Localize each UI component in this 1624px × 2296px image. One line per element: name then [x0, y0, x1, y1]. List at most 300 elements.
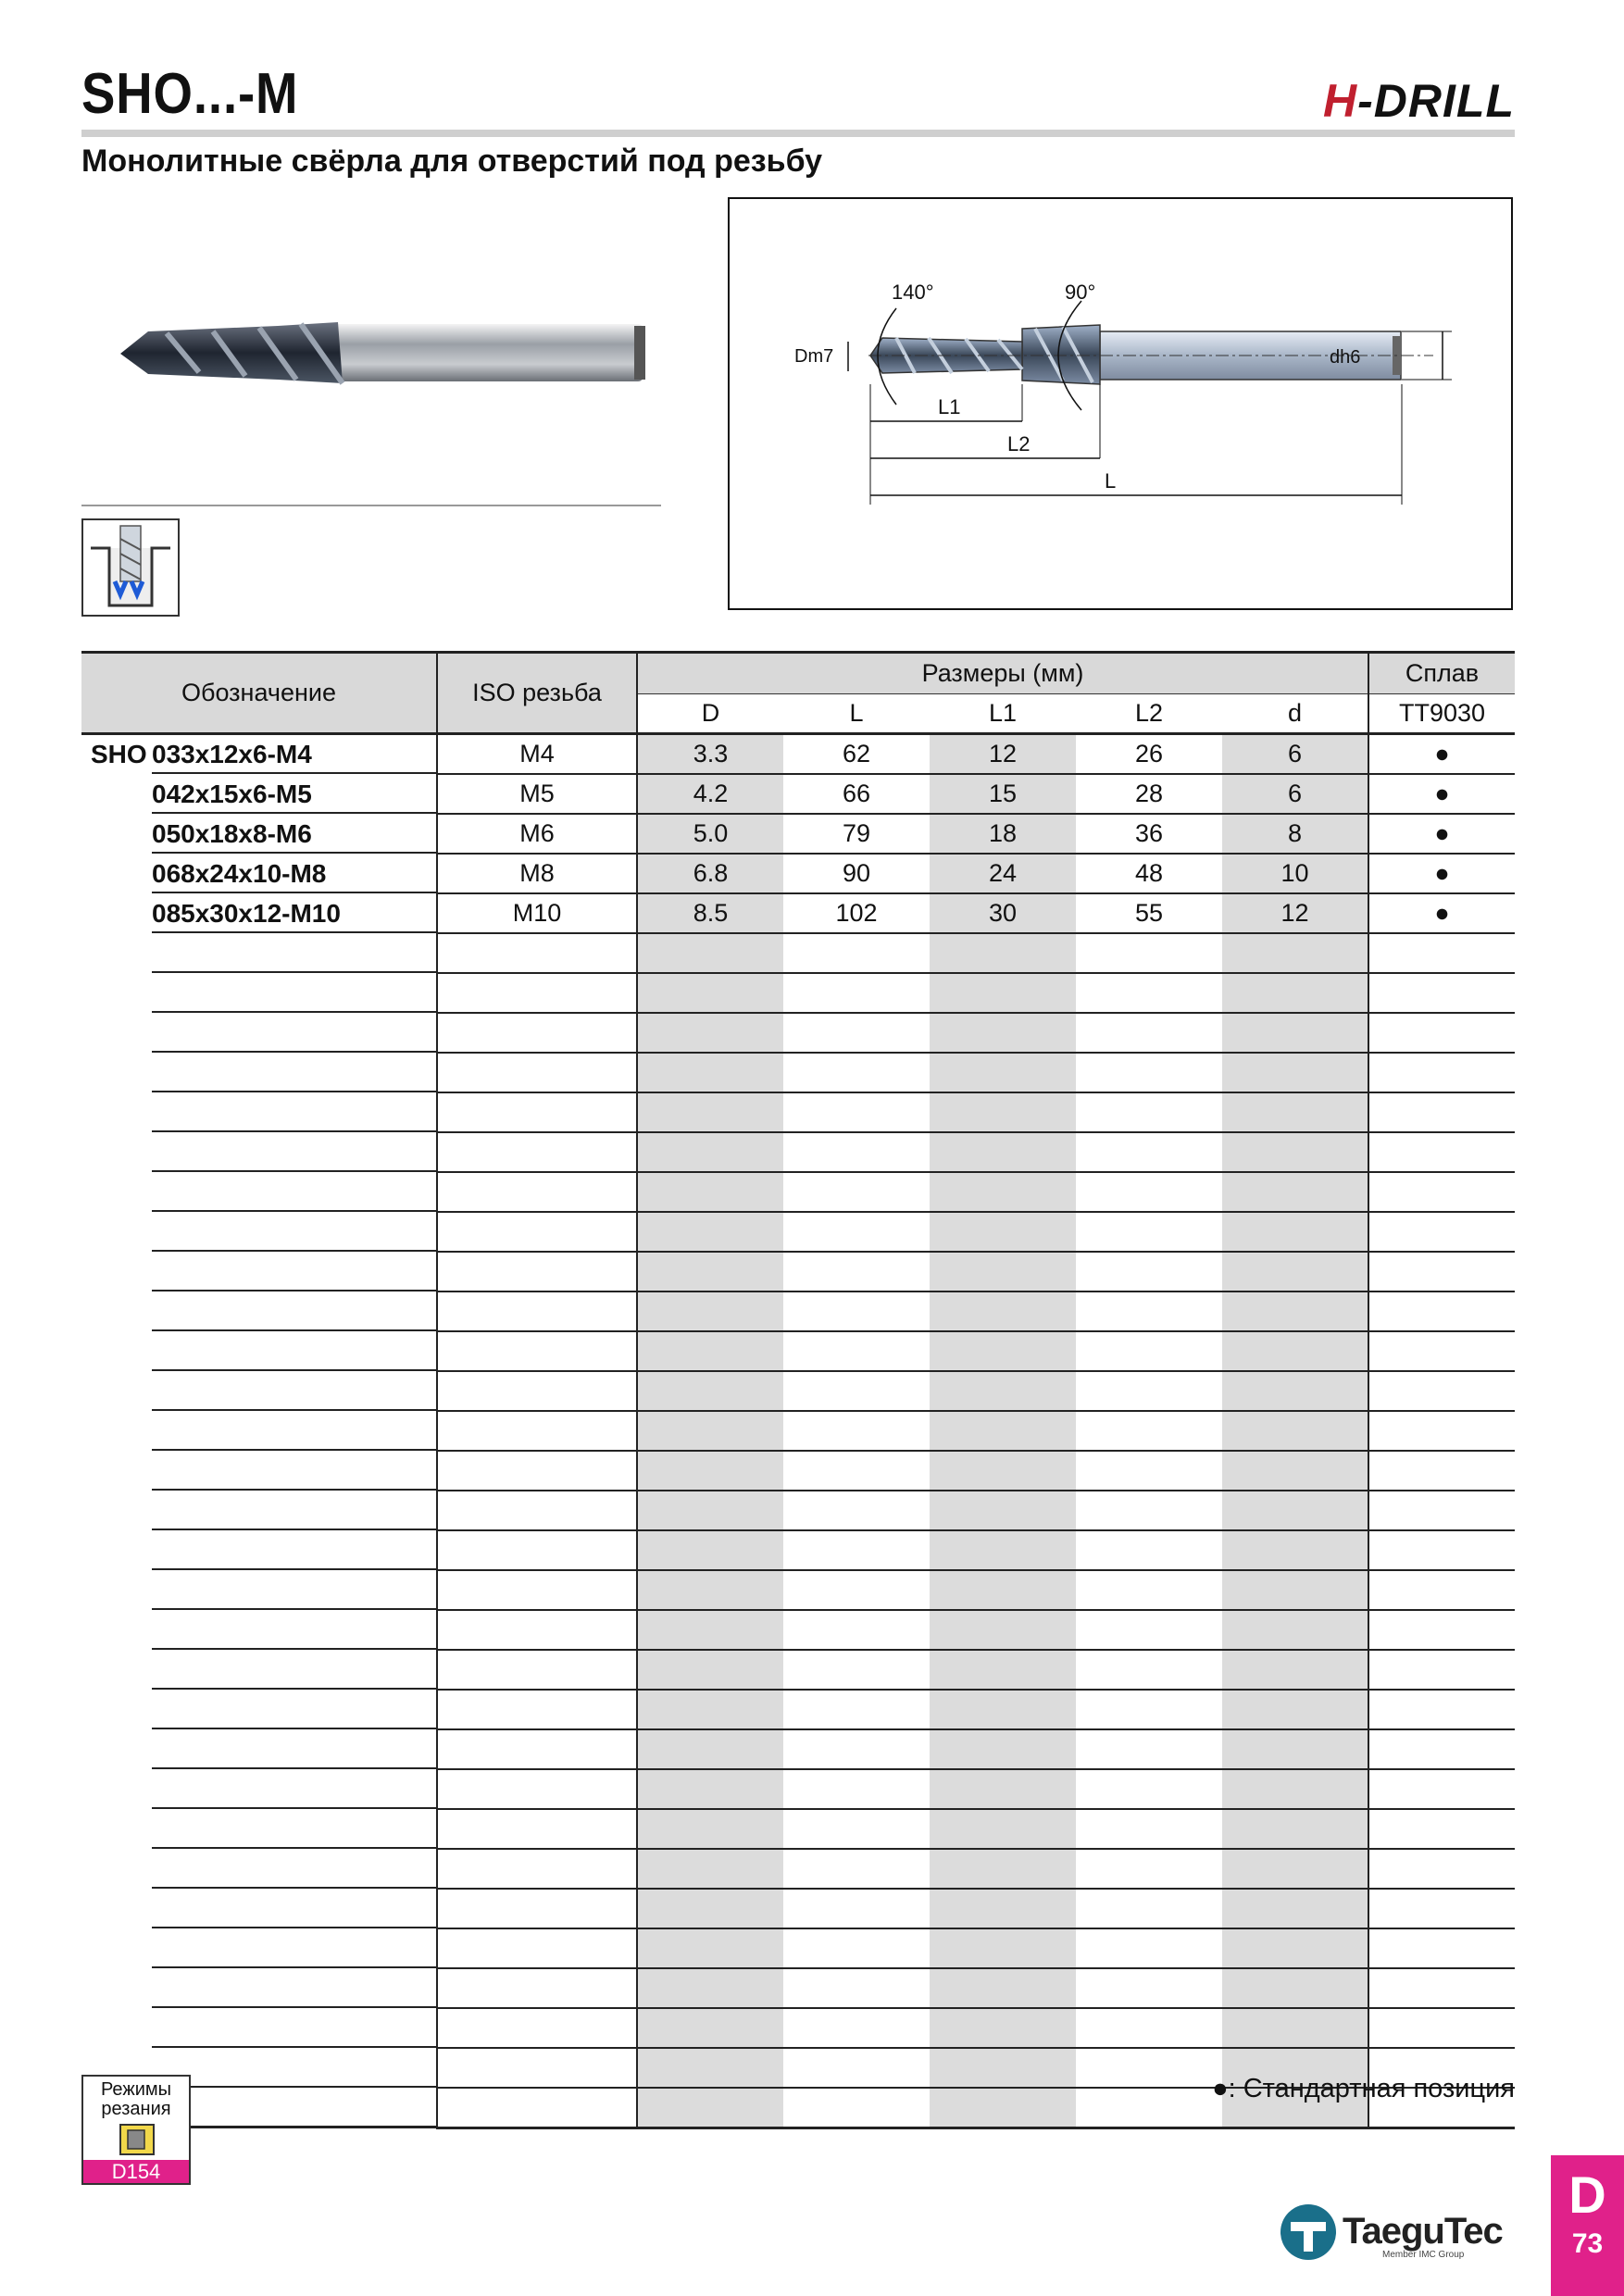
- cell-l2: [1076, 1411, 1222, 1451]
- designation-cell: [81, 1212, 437, 1252]
- cell-d: 5.0: [637, 814, 783, 854]
- cell-l2: [1076, 1928, 1222, 1968]
- cell-iso: [437, 1252, 637, 1292]
- l2-label: L2: [1007, 432, 1031, 455]
- photo-divider: [81, 505, 661, 506]
- cell-d: [1222, 1570, 1368, 1610]
- table-row: [81, 1491, 1515, 1530]
- cell-iso: [437, 1491, 637, 1530]
- cell-d: [1222, 1729, 1368, 1769]
- cell-l2: [1076, 1292, 1222, 1331]
- section-letter: D: [1568, 2165, 1606, 2224]
- cell-d: [637, 1889, 783, 1928]
- designation-cell: [81, 774, 437, 814]
- dm7-label: Dm7: [794, 346, 834, 367]
- cell-d: 8: [1222, 814, 1368, 854]
- cell-d: 3.3: [637, 734, 783, 775]
- cell-l2: [1076, 1968, 1222, 2008]
- designation-cell: [81, 1092, 437, 1132]
- cell-l1: [930, 1769, 1076, 1809]
- cell-iso: M5: [437, 774, 637, 814]
- availability-cell: [1368, 1610, 1515, 1650]
- cell-iso: [437, 1331, 637, 1371]
- cell-iso: [437, 1371, 637, 1411]
- cell-l1: 24: [930, 854, 1076, 893]
- availability-cell: [1368, 1690, 1515, 1729]
- cell-l2: [1076, 2048, 1222, 2088]
- availability-cell: [1368, 973, 1515, 1013]
- col-L1: L1: [930, 694, 1076, 734]
- table-row: [81, 1172, 1515, 1212]
- table-row: [81, 1690, 1515, 1729]
- cell-l2: [1076, 973, 1222, 1013]
- cell-d: [1222, 1212, 1368, 1252]
- cell-d: [1222, 1411, 1368, 1451]
- cell-d: [637, 973, 783, 1013]
- cell-l2: [1076, 1092, 1222, 1132]
- cell-d: [637, 1968, 783, 2008]
- col-d: d: [1222, 694, 1368, 734]
- designation-code: 050x18x8-M6: [152, 818, 312, 848]
- cell-l2: 28: [1076, 774, 1222, 814]
- designation-cell: [81, 734, 437, 775]
- designation-cell: [81, 1889, 437, 1928]
- cell-l: [783, 1729, 930, 1769]
- cell-l2: 36: [1076, 814, 1222, 854]
- availability-cell: [1368, 1650, 1515, 1690]
- cell-d: [637, 1570, 783, 1610]
- cell-l: [783, 1690, 930, 1729]
- header-rule: [81, 130, 1515, 137]
- cell-d: [1222, 973, 1368, 1013]
- cell-d: [637, 1809, 783, 1849]
- cell-d: [1222, 1809, 1368, 1849]
- designation-cell: [81, 1371, 437, 1411]
- cell-d: [1222, 1690, 1368, 1729]
- cell-d: [1222, 1610, 1368, 1650]
- cell-d: [637, 2088, 783, 2128]
- cell-l1: [930, 2048, 1076, 2088]
- l-label: L: [1105, 469, 1117, 493]
- table-row: [81, 893, 1515, 933]
- cell-d: [637, 1172, 783, 1212]
- availability-cell: [1368, 1530, 1515, 1570]
- legend: ●: Стандартная позиция: [1212, 2074, 1515, 2103]
- cell-l2: [1076, 2088, 1222, 2128]
- cell-iso: [437, 1690, 637, 1729]
- cell-l: [783, 1889, 930, 1928]
- designation-code: 085x30x12-M10: [152, 898, 341, 928]
- designation-cell: [81, 1132, 437, 1172]
- cell-d: [1222, 1451, 1368, 1491]
- cell-l: [783, 1968, 930, 2008]
- designation-cell: [81, 1928, 437, 1968]
- cell-d: [637, 1491, 783, 1530]
- cell-l2: [1076, 1371, 1222, 1411]
- cell-l1: 30: [930, 893, 1076, 933]
- cell-d: [637, 1252, 783, 1292]
- technical-drawing: [728, 197, 1513, 610]
- availability-cell: ●: [1368, 774, 1515, 814]
- availability-cell: [1368, 1252, 1515, 1292]
- cell-l: [783, 1172, 930, 1212]
- cell-iso: [437, 1968, 637, 2008]
- cell-iso: [437, 1172, 637, 1212]
- cell-d: 4.2: [637, 774, 783, 814]
- availability-cell: [1368, 1411, 1515, 1451]
- cell-iso: [437, 1809, 637, 1849]
- cell-iso: [437, 1849, 637, 1889]
- table-row: [81, 1610, 1515, 1650]
- col-L: L: [783, 694, 930, 734]
- cell-l2: [1076, 1252, 1222, 1292]
- cell-l2: [1076, 1809, 1222, 1849]
- taegutec-logo-icon: [1278, 2202, 1339, 2263]
- designation-cell: [81, 1491, 437, 1530]
- availability-cell: ●: [1368, 734, 1515, 775]
- cell-d: [637, 1292, 783, 1331]
- table-row: [81, 1331, 1515, 1371]
- section-tab: [1551, 2155, 1624, 2296]
- table-row: [81, 1968, 1515, 2008]
- designation-cell: [81, 1292, 437, 1331]
- cell-l2: [1076, 1690, 1222, 1729]
- cell-l2: [1076, 1849, 1222, 1889]
- cell-iso: [437, 1411, 637, 1451]
- cell-l1: [930, 1092, 1076, 1132]
- cell-l1: [930, 1013, 1076, 1053]
- cell-l1: [930, 1530, 1076, 1570]
- table-row: [81, 933, 1515, 973]
- cell-l: [783, 1570, 930, 1610]
- designation-cell: [81, 973, 437, 1013]
- cell-d: [637, 933, 783, 973]
- cell-d: [1222, 1849, 1368, 1889]
- cell-iso: [437, 1729, 637, 1769]
- cell-d: [637, 1610, 783, 1650]
- col-designation: Обозначение: [81, 653, 437, 734]
- cell-l: [783, 1053, 930, 1092]
- cell-l1: [930, 1331, 1076, 1371]
- cell-l1: 18: [930, 814, 1076, 854]
- cell-d: [637, 1092, 783, 1132]
- cell-l1: [930, 1132, 1076, 1172]
- table-row: [81, 774, 1515, 814]
- cell-l: 79: [783, 814, 930, 854]
- availability-cell: [1368, 933, 1515, 973]
- col-L2: L2: [1076, 694, 1222, 734]
- cell-iso: [437, 1928, 637, 1968]
- cell-l: [783, 1132, 930, 1172]
- cell-iso: [437, 1610, 637, 1650]
- availability-cell: ●: [1368, 854, 1515, 893]
- cell-d: 6: [1222, 734, 1368, 775]
- cell-iso: [437, 1650, 637, 1690]
- cell-l2: [1076, 1570, 1222, 1610]
- cell-l1: [930, 1212, 1076, 1252]
- table-row: [81, 1013, 1515, 1053]
- cell-l: [783, 1092, 930, 1132]
- cell-l1: [930, 933, 1076, 973]
- table-row: [81, 1650, 1515, 1690]
- cell-l2: [1076, 1530, 1222, 1570]
- cell-l2: [1076, 1650, 1222, 1690]
- cutting-data-icon: [117, 2121, 157, 2158]
- cutting-modes-link[interactable]: [81, 2075, 191, 2185]
- designation-cell: [81, 1013, 437, 1053]
- col-D: D: [637, 694, 783, 734]
- application-icon: [81, 518, 180, 617]
- availability-cell: [1368, 1013, 1515, 1053]
- cell-l2: 26: [1076, 734, 1222, 775]
- cell-iso: [437, 1889, 637, 1928]
- designation-cell: [81, 1610, 437, 1650]
- cell-l1: [930, 1889, 1076, 1928]
- cell-l: 66: [783, 774, 930, 814]
- cell-d: [1222, 1172, 1368, 1212]
- cell-d: [1222, 1292, 1368, 1331]
- cell-l2: 48: [1076, 854, 1222, 893]
- cell-l: [783, 2088, 930, 2128]
- cell-l1: [930, 2088, 1076, 2128]
- cell-l1: [930, 1491, 1076, 1530]
- cell-l: [783, 933, 930, 973]
- cell-l: [783, 1252, 930, 1292]
- cell-d: [1222, 1650, 1368, 1690]
- cell-l: [783, 2048, 930, 2088]
- cell-l: [783, 1928, 930, 1968]
- hole-drilling-icon: [83, 520, 178, 615]
- cell-l2: [1076, 2008, 1222, 2048]
- cell-iso: M4: [437, 734, 637, 775]
- availability-cell: [1368, 1769, 1515, 1809]
- cell-l: [783, 1849, 930, 1889]
- cell-l: 62: [783, 734, 930, 775]
- cell-l2: [1076, 1172, 1222, 1212]
- cell-iso: [437, 2008, 637, 2048]
- table-row: [81, 1371, 1515, 1411]
- cell-d: [637, 1331, 783, 1371]
- cell-l2: [1076, 1889, 1222, 1928]
- designation-cell: [81, 1172, 437, 1212]
- cell-d: [1222, 1769, 1368, 1809]
- cell-iso: [437, 1451, 637, 1491]
- designation-cell: [81, 1769, 437, 1809]
- cell-l: [783, 2008, 930, 2048]
- cell-d: [1222, 1530, 1368, 1570]
- brand-prefix: H: [1323, 75, 1358, 127]
- cell-l: [783, 1491, 930, 1530]
- table-row: [81, 1530, 1515, 1570]
- page-number: 73: [1571, 2228, 1604, 2259]
- drill-photo: [111, 306, 657, 398]
- cell-d: [1222, 1092, 1368, 1132]
- cell-iso: [437, 1530, 637, 1570]
- table-row: [81, 1729, 1515, 1769]
- availability-cell: ●: [1368, 893, 1515, 933]
- table-row: [81, 1292, 1515, 1331]
- cell-d: [637, 1451, 783, 1491]
- cell-l1: [930, 1252, 1076, 1292]
- cell-l: [783, 1650, 930, 1690]
- cell-l1: [930, 1650, 1076, 1690]
- designation-cell: [81, 1053, 437, 1092]
- cell-iso: [437, 1212, 637, 1252]
- cell-d: [637, 1650, 783, 1690]
- table-row: [81, 1769, 1515, 1809]
- cell-d: [1222, 1371, 1368, 1411]
- designation-cell: [81, 933, 437, 973]
- cell-d: 6: [1222, 774, 1368, 814]
- col-grade: TT9030: [1368, 694, 1515, 734]
- l1-label: L1: [938, 395, 961, 418]
- cell-d: 8.5: [637, 893, 783, 933]
- designation-cell: [81, 1252, 437, 1292]
- cell-d: [1222, 1252, 1368, 1292]
- cell-l2: [1076, 1013, 1222, 1053]
- cell-l2: [1076, 1212, 1222, 1252]
- cell-l1: [930, 1570, 1076, 1610]
- cell-d: [1222, 1132, 1368, 1172]
- cell-l1: [930, 1690, 1076, 1729]
- cell-d: 10: [1222, 854, 1368, 893]
- cell-d: [637, 2048, 783, 2088]
- cell-l: [783, 1212, 930, 1252]
- cell-d: [637, 1928, 783, 1968]
- cell-iso: M6: [437, 814, 637, 854]
- availability-cell: [1368, 1968, 1515, 2008]
- cell-l: [783, 1769, 930, 1809]
- availability-cell: [1368, 1809, 1515, 1849]
- cell-d: [637, 2008, 783, 2048]
- cell-l: [783, 1411, 930, 1451]
- availability-cell: [1368, 1729, 1515, 1769]
- cell-d: [637, 1212, 783, 1252]
- cell-iso: [437, 1292, 637, 1331]
- cell-l: [783, 1331, 930, 1371]
- availability-cell: [1368, 2008, 1515, 2048]
- table-row: [81, 1928, 1515, 1968]
- availability-cell: [1368, 1889, 1515, 1928]
- table-row: [81, 1053, 1515, 1092]
- designation-cell: [81, 893, 437, 933]
- cutting-modes-label: Режимы резания: [100, 2079, 172, 2119]
- cell-l1: [930, 1411, 1076, 1451]
- cell-d: [1222, 1053, 1368, 1092]
- availability-cell: [1368, 1451, 1515, 1491]
- taegutec-logo-sub: Member IMC Group: [1382, 2250, 1465, 2260]
- cell-d: [637, 1729, 783, 1769]
- cell-l2: [1076, 1053, 1222, 1092]
- cell-l2: [1076, 1331, 1222, 1371]
- cell-d: [1222, 1889, 1368, 1928]
- cell-l: [783, 1013, 930, 1053]
- cell-l1: [930, 1968, 1076, 2008]
- cell-l1: [930, 1928, 1076, 1968]
- availability-cell: [1368, 1132, 1515, 1172]
- cell-d: [637, 1411, 783, 1451]
- table-row: [81, 1212, 1515, 1252]
- cell-l2: [1076, 1451, 1222, 1491]
- table-row: [81, 814, 1515, 854]
- availability-cell: [1368, 1491, 1515, 1530]
- page-subtitle: Монолитные свёрла для отверстий под резьбу: [81, 144, 823, 179]
- cell-d: [637, 1013, 783, 1053]
- availability-cell: [1368, 1849, 1515, 1889]
- cell-l2: [1076, 1491, 1222, 1530]
- cell-l1: 15: [930, 774, 1076, 814]
- table-row: [81, 1849, 1515, 1889]
- cell-iso: M8: [437, 854, 637, 893]
- cell-d: [1222, 1968, 1368, 2008]
- cell-l1: [930, 1053, 1076, 1092]
- designation-prefix: SHO: [91, 740, 147, 768]
- table-row: [81, 734, 1515, 775]
- designation-cell: [81, 1331, 437, 1371]
- cell-iso: [437, 1132, 637, 1172]
- cell-d: [1222, 2008, 1368, 2048]
- cell-d: [1222, 1491, 1368, 1530]
- designation-cell: [81, 1809, 437, 1849]
- cell-iso: [437, 1013, 637, 1053]
- cell-l2: [1076, 1610, 1222, 1650]
- brand-logo-h-drill: [1323, 74, 1515, 128]
- availability-cell: [1368, 1928, 1515, 1968]
- cell-d: [637, 1690, 783, 1729]
- cell-d: [1222, 1331, 1368, 1371]
- table-row: [81, 1889, 1515, 1928]
- spec-table: [81, 651, 1515, 2129]
- cell-l: [783, 1610, 930, 1650]
- cell-l2: [1076, 933, 1222, 973]
- cell-l1: [930, 2008, 1076, 2048]
- cell-l1: 12: [930, 734, 1076, 775]
- table-row: [81, 854, 1515, 893]
- designation-code: 042x15x6-M5: [152, 779, 312, 808]
- designation-cell: [81, 814, 437, 854]
- cell-d: [1222, 1928, 1368, 1968]
- availability-cell: [1368, 1053, 1515, 1092]
- designation-cell: [81, 1729, 437, 1769]
- cell-l2: [1076, 1769, 1222, 1809]
- designation-cell: [81, 1849, 437, 1889]
- cell-d: [637, 1132, 783, 1172]
- cell-d: [1222, 933, 1368, 973]
- cell-l1: [930, 973, 1076, 1013]
- cell-l2: [1076, 1132, 1222, 1172]
- cell-iso: M10: [437, 893, 637, 933]
- col-alloy: Сплав: [1368, 653, 1515, 694]
- col-dimensions: Размеры (мм): [637, 653, 1368, 694]
- designation-cell: [81, 854, 437, 893]
- brand-rest: -DRILL: [1357, 75, 1515, 127]
- designation-code: 033x12x6-M4: [152, 740, 312, 768]
- cell-l1: [930, 1809, 1076, 1849]
- designation-code: 068x24x10-M8: [152, 858, 327, 888]
- cell-iso: [437, 1053, 637, 1092]
- table-row: [81, 1411, 1515, 1451]
- cell-iso: [437, 973, 637, 1013]
- table-row: [81, 1252, 1515, 1292]
- angle-step-label: 90°: [1065, 281, 1096, 304]
- cell-l1: [930, 1172, 1076, 1212]
- cell-l1: [930, 1451, 1076, 1491]
- cell-d: [637, 1053, 783, 1092]
- cell-l: [783, 1371, 930, 1411]
- table-row: [81, 1092, 1515, 1132]
- table-row: [81, 1451, 1515, 1491]
- cell-iso: [437, 1092, 637, 1132]
